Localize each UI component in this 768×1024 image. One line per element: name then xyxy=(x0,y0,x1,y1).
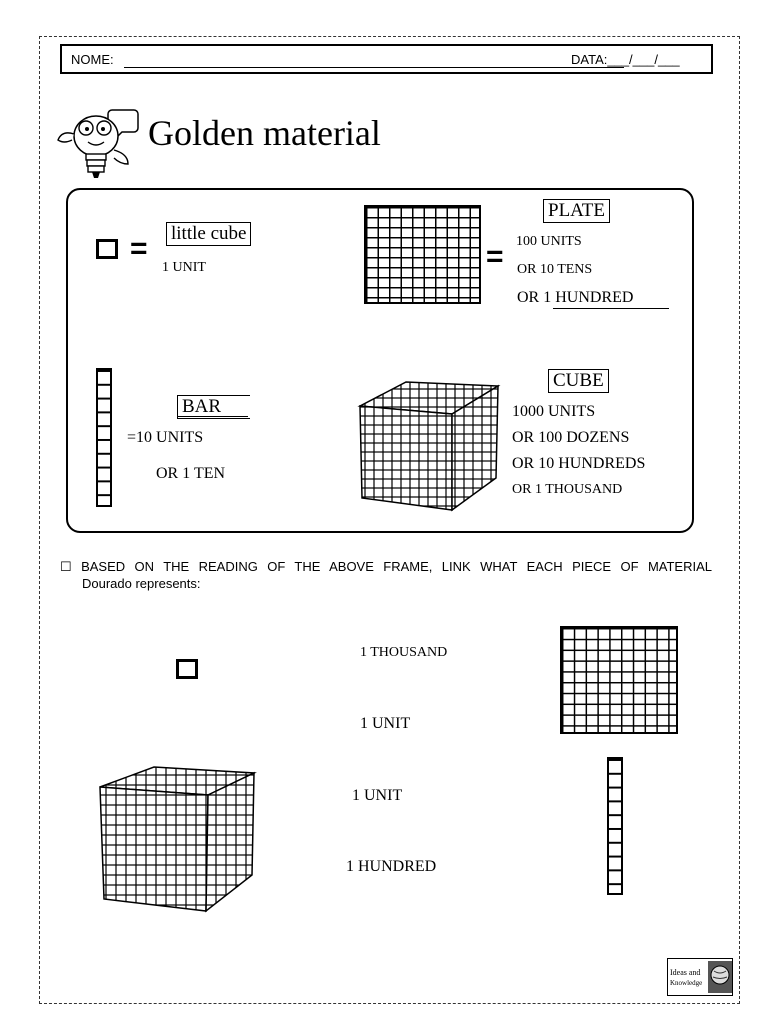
bar-icon xyxy=(96,368,112,507)
little-cube-value: 1 UNIT xyxy=(162,260,206,275)
lightbulb-mascot-icon xyxy=(52,106,142,184)
exercise-little-cube-icon[interactable] xyxy=(176,659,198,679)
plate-icon xyxy=(364,205,481,304)
ideas-knowledge-logo xyxy=(667,958,733,996)
instruction-line-1: BASED ON THE READING OF THE ABOVE FRAME, LINK WHAT EACH PIECE OF MATERIAL xyxy=(81,559,712,574)
name-line[interactable] xyxy=(124,67,624,68)
plate-line-3: OR 1 HUNDRED xyxy=(517,289,634,306)
exercise-bar-icon[interactable] xyxy=(607,757,623,895)
plate-line-1: 100 UNITS xyxy=(516,234,582,249)
checkbox-icon[interactable]: ☐ xyxy=(60,559,72,574)
page-title: Golden material xyxy=(148,113,381,153)
option-1-hundred[interactable]: 1 HUNDRED xyxy=(346,858,437,875)
exercise-cube-icon[interactable] xyxy=(96,765,258,915)
exercise-plate-icon[interactable] xyxy=(560,626,678,734)
plate-underline xyxy=(553,308,669,309)
cube-label: CUBE xyxy=(548,369,609,393)
little-cube-label: little cube xyxy=(166,222,251,246)
date-label: DATA:___/___/___ xyxy=(571,52,680,67)
logo-text-1: Ideas and xyxy=(670,968,701,977)
little-cube-icon xyxy=(96,239,118,259)
option-1-unit-a[interactable]: 1 UNIT xyxy=(360,715,411,732)
cube-line-4: OR 1 THOUSAND xyxy=(512,482,623,497)
equals-sign-plate: = xyxy=(486,240,504,273)
option-1-unit-b[interactable]: 1 UNIT xyxy=(352,787,403,804)
bar-line-2: OR 1 TEN xyxy=(156,465,226,482)
cube-line-3: OR 10 HUNDREDS xyxy=(512,455,646,472)
equals-sign: = xyxy=(130,232,148,265)
option-1-thousand[interactable]: 1 THOUSAND xyxy=(360,645,448,660)
name-label: NOME: xyxy=(71,52,114,67)
name-date-header xyxy=(60,44,713,74)
instruction-text xyxy=(60,559,712,575)
plate-label: PLATE xyxy=(543,199,610,223)
plate-line-2: OR 10 TENS xyxy=(517,262,593,277)
cube-line-1: 1000 UNITS xyxy=(512,403,596,420)
cube-line-2: OR 100 DOZENS xyxy=(512,429,630,446)
logo-globe-icon xyxy=(708,961,732,993)
bar-label-underline xyxy=(177,416,248,417)
cube-icon xyxy=(356,380,502,512)
instruction-line-2: Dourado represents: xyxy=(82,576,201,591)
bar-label: BAR xyxy=(177,395,250,419)
logo-text-2: Knowledge xyxy=(670,979,703,987)
bar-line-1: =10 UNITS xyxy=(127,429,204,446)
